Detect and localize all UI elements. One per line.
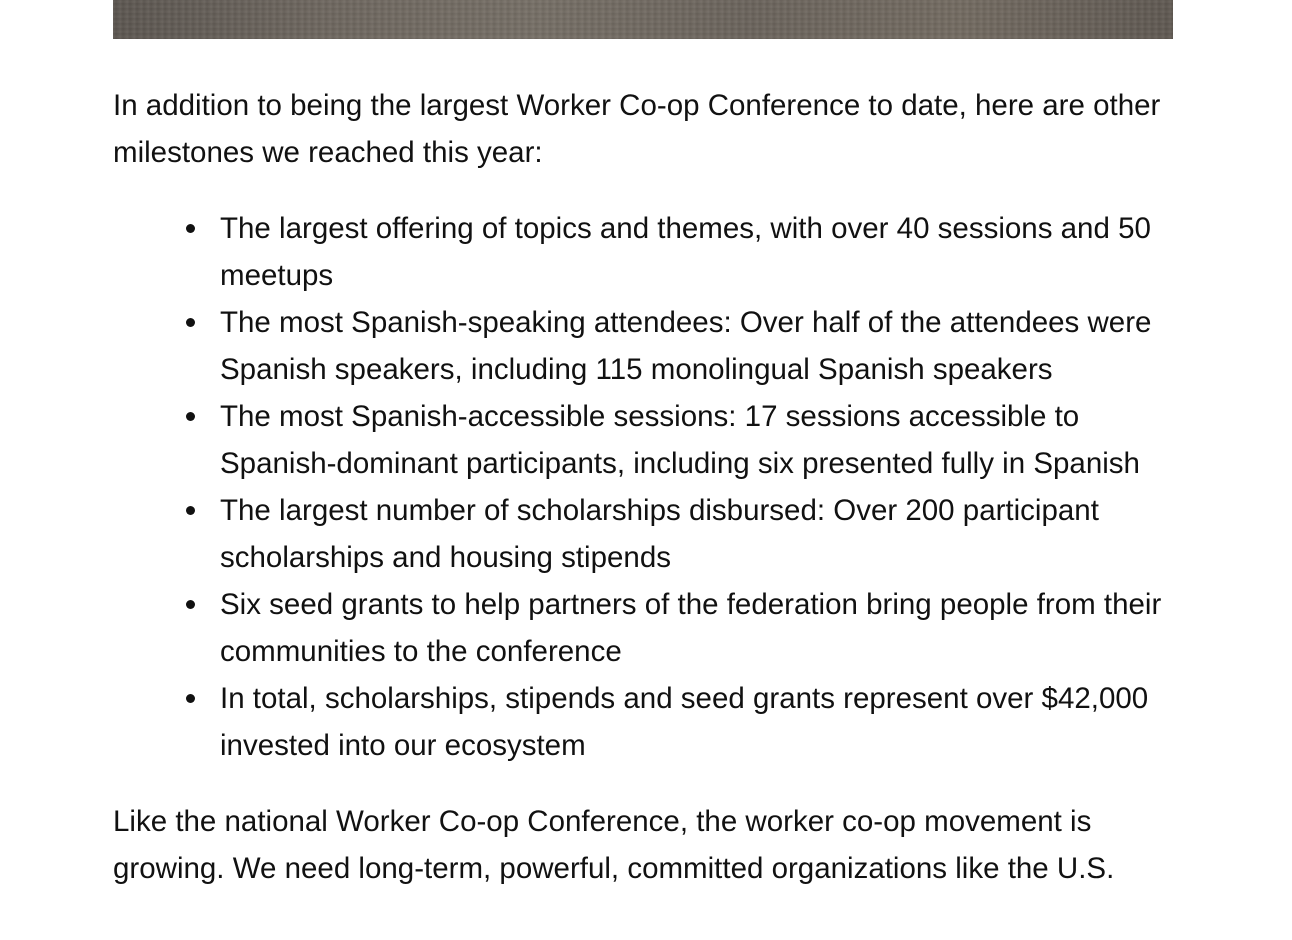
bullet-icon (186, 694, 195, 703)
header-photo (113, 0, 1173, 39)
bullet-icon (186, 224, 195, 233)
milestone-text: The largest number of scholarships disbursed: Over 200 participant scholarships and housing stipends (220, 494, 1099, 574)
article-body (113, 82, 1183, 892)
closing-paragraph: Like the national Worker Co-op Conference, the worker co-op movement is growing. We need long-term, powerful, committed organizations like the U.S. (113, 805, 1115, 885)
milestone-text: Six seed grants to help partners of the federation bring people from their communities to the conference (220, 588, 1162, 668)
list-item (220, 393, 1183, 487)
bullet-icon (186, 600, 195, 609)
list-item (220, 675, 1183, 769)
list-item (220, 487, 1183, 581)
bullet-icon (186, 412, 195, 421)
milestones-list (113, 205, 1183, 769)
intro-paragraph: In addition to being the largest Worker Co-op Conference to date, here are other milestones we reached this year: (113, 89, 1161, 169)
milestone-text: The most Spanish-speaking attendees: Over half of the attendees were Spanish speakers, including 115 monolingual Spanish speakers (220, 306, 1152, 386)
bullet-icon (186, 318, 195, 327)
milestone-text: In total, scholarships, stipends and seed grants represent over $42,000 invested into our ecosystem (220, 682, 1149, 762)
milestone-text: The most Spanish-accessible sessions: 17 sessions accessible to Spanish-dominant participants, including six presented fully in Spanish (220, 400, 1140, 480)
bullet-icon (186, 506, 195, 515)
list-item (220, 581, 1183, 675)
list-item (220, 205, 1183, 299)
milestone-text: The largest offering of topics and themes, with over 40 sessions and 50 meetups (220, 212, 1151, 292)
list-item (220, 299, 1183, 393)
